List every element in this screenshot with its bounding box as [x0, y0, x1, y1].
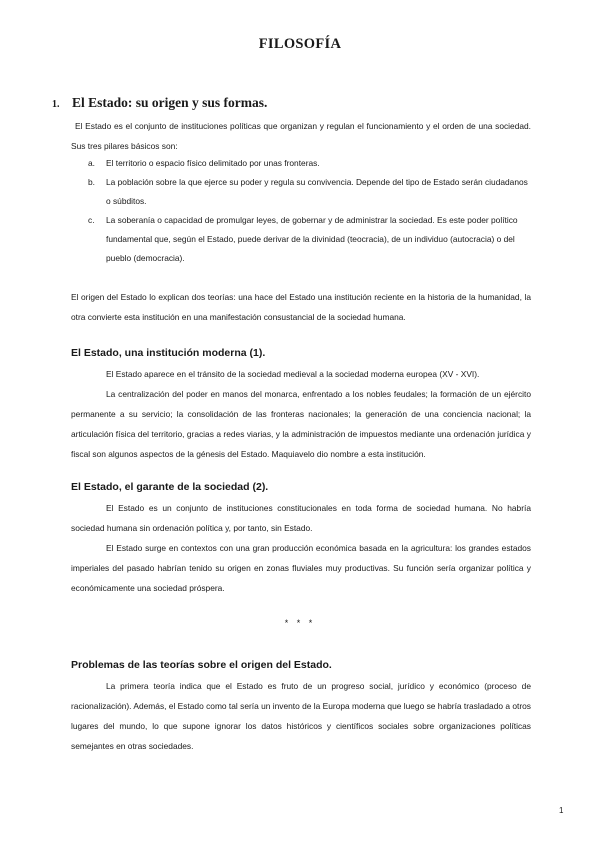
- theory1-paragraph-1: El Estado aparece en el tránsito de la sociedad medieval a la sociedad moderna europea (XV - XVI).: [106, 369, 480, 379]
- problems-heading: Problemas de las teorías sobre el origen del Estado.: [71, 659, 332, 671]
- list-marker: c.: [88, 215, 95, 225]
- theories-intro-paragraph: El origen del Estado lo explican dos teorías: una hace del Estado una institución reciente en la historia de la humanidad, la otra convierte esta institución en una manifestación consustancial de la sociedad humana.: [71, 292, 531, 322]
- list-marker: a.: [88, 158, 95, 168]
- list-item: [88, 173, 530, 211]
- page-number: 1: [559, 806, 564, 815]
- problems-paragraph-1: La primera teoría indica que el Estado es fruto de un progreso social, jurídico y económico (proceso de racionalización). Además, el Estado como tal sería un invento de la Europa moderna que luego se habría trasladado a otros lugares del mundo, lo que supone ignorar los datos históricos y científicos sociales sobre organizaciones políticas semejantes en otras sociedades.: [71, 681, 531, 751]
- section-separator: * * *: [284, 618, 316, 628]
- section-number: 1.: [52, 99, 60, 110]
- theory1-heading: El Estado, una institución moderna (1).: [71, 347, 266, 359]
- list-item-text: La soberanía o capacidad de promulgar leyes, de gobernar y de administrar la sociedad. Es este poder político fundamental que, según el Estado, puede derivar de la divinidad (teocracia), de un individuo (autocracia) o del pueblo (democracia).: [106, 215, 518, 263]
- theory2-heading: El Estado, el garante de la sociedad (2).: [71, 481, 269, 493]
- section-heading-text: El Estado: su origen y sus formas.: [72, 95, 268, 110]
- pillars-list: [88, 154, 530, 268]
- theory1-paragraph-2: La centralización del poder en manos del monarca, enfrentado a los nobles feudales; la formación de un ejército permanente a su servicio; la consolidación de las fronteras nacionales; la generación de una conciencia nacional; la articulación física del territorio, gracias a redes viarias, y la administración de impuestos mediante una ordenación jurídica y fiscal son algunos aspectos de la génesis del Estado. Maquiavelo dio nombre a esta institución.: [71, 389, 531, 459]
- theory2-paragraph-1: El Estado es un conjunto de instituciones constitucionales en toda forma de sociedad humana. No habría sociedad humana sin ordenación política y, por tanto, sin Estado.: [71, 503, 531, 533]
- section-heading: [52, 95, 267, 111]
- list-item: [88, 211, 530, 268]
- list-marker: b.: [88, 177, 95, 187]
- theory2-paragraph-2: El Estado surge en contextos con una gran producción económica basada en la agricultura: los grandes estados imperiales del pasado habrían tenido su origen en zonas fluviales muy productivas. Su función sería organizar política y económicamente una sociedad próspera.: [71, 543, 531, 593]
- list-item-text: El territorio o espacio físico delimitado por unas fronteras.: [106, 158, 320, 168]
- intro-paragraph: El Estado es el conjunto de instituciones políticas que organizan y regulan el funcionamiento y el orden de una sociedad. Sus tres pilares básicos son:: [71, 121, 531, 151]
- page-title: FILOSOFÍA: [258, 36, 342, 52]
- list-item-text: La población sobre la que ejerce su poder y regula su convivencia. Depende del tipo de Estado serán ciudadanos o súbditos.: [106, 177, 528, 206]
- list-item: [88, 154, 530, 173]
